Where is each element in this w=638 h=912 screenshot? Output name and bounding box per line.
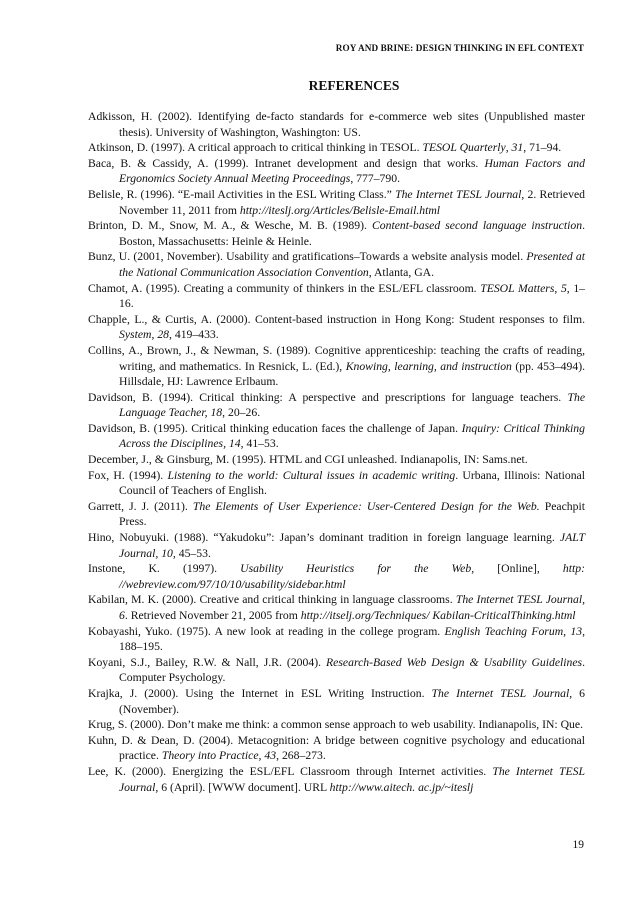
- reference-text: . Computer Psychology.: [119, 655, 586, 685]
- reference-text: ,: [151, 328, 158, 342]
- references-heading: REFERENCES: [308, 78, 400, 93]
- reference-italic-text: Inquiry: Critical Thinking Across the Disciplines, 14: [119, 421, 585, 451]
- reference-text: , 2. Retrieved November 11, 2011 from: [119, 187, 585, 217]
- reference-italic-text: The Language Teacher, 18: [119, 390, 585, 420]
- reference-italic-text: 5: [560, 281, 567, 295]
- reference-italic-text: Content-based second language instruction: [372, 219, 583, 233]
- reference-text: , 777–790.: [350, 172, 400, 186]
- reference-text: ,: [505, 141, 512, 155]
- reference-entry: [88, 530, 585, 561]
- reference-text: Garrett, J. J. (2011).: [88, 499, 193, 513]
- reference-text: , 1–16.: [119, 281, 586, 311]
- reference-entry: [88, 281, 585, 312]
- reference-entry: [88, 421, 585, 452]
- reference-entry: [88, 343, 585, 390]
- reference-entry: [88, 249, 585, 280]
- reference-text: Adkisson, H. (2002). Identifying de-facto standards for e-commerce web sites (Unpublished master thesis). University of Washington, Washington: US.: [88, 110, 585, 139]
- reference-text: December, J., & Ginsburg, M. (1995). HTML and CGI unleashed. Indianapolis, IN: Sams.net.: [88, 453, 528, 467]
- reference-list: [88, 109, 585, 795]
- reference-text: . Boston, Massachusetts: Heinle & Heinle.: [119, 219, 585, 248]
- reference-text: Peachpit Press.: [119, 499, 585, 529]
- reference-italic-text: English Teaching Forum, 13: [444, 624, 583, 638]
- reference-entry: [88, 468, 585, 499]
- reference-italic-text: http://iteslj.org/Articles/Belisle-Email.html: [239, 203, 441, 217]
- reference-text: Fox, H. (1994).: [88, 468, 168, 482]
- reference-text: Bunz, U. (2001, November). Usability and gratifications–Towards a website analysis model.: [88, 250, 527, 264]
- reference-italic-text: TESOL Matters: [480, 281, 555, 295]
- reference-text: , 188–195.: [119, 624, 585, 654]
- reference-text: , 41–53.: [240, 437, 279, 451]
- reference-italic-text: JALT Journal, 10: [119, 531, 585, 560]
- reference-entry: [88, 624, 585, 655]
- reference-text: , 6 (November).: [119, 686, 586, 716]
- reference-italic-text: 31: [511, 141, 524, 155]
- reference-entry: [88, 764, 585, 795]
- reference-text: , 268–273.: [276, 749, 326, 763]
- reference-entry: [88, 312, 585, 343]
- reference-entry: [88, 686, 585, 717]
- reference-entry: [88, 156, 585, 187]
- reference-italic-text: TESOL Quarterly: [422, 141, 506, 155]
- reference-text: Collins, A., Brown, J., & Newman, S. (1989). Cognitive apprenticeship: teaching the crafts of reading, writing, and mathematics. In Resnick, L. (Ed.),: [88, 343, 585, 373]
- reference-italic-text: 28: [157, 328, 169, 342]
- reference-text: Kabilan, M. K. (2000). Creative and critical thinking in language classrooms.: [88, 593, 456, 607]
- reference-italic-text: The Internet TESL Journal: [431, 686, 570, 700]
- reference-text: , 419–433.: [169, 328, 219, 342]
- reference-text: , Atlanta, GA.: [368, 265, 435, 279]
- reference-entry: [88, 733, 585, 764]
- reference-entry: [88, 561, 585, 592]
- reference-text: Kuhn, D. & Dean, D. (2004). Metacognition: A bridge between cognitive psychology and educational practice.: [88, 733, 585, 763]
- reference-entry: [88, 390, 585, 421]
- reference-entry: [88, 218, 585, 249]
- reference-italic-text: http://www.aitech. ac.jp/~iteslj: [329, 780, 474, 794]
- reference-italic-text: The Elements of User Experience: User-Centered Design for the Web.: [192, 499, 540, 513]
- reference-text: , 45–53.: [172, 546, 211, 560]
- reference-text: Krug, S. (2000). Don’t make me think: a common sense approach to web usability. Indianapolis, IN: Que.: [88, 718, 583, 732]
- reference-text: Belisle, R. (1996). “E-mail Activities in the ESL Writing Class.”: [88, 187, 396, 201]
- reference-text: Baca, B. & Cassidy, A. (1999). Intranet development and design that works.: [88, 156, 485, 170]
- reference-entry: [88, 717, 585, 733]
- reference-italic-text: The Internet TESL Journal, 6: [119, 593, 585, 622]
- running-header: ROY AND BRINE: DESIGN THINKING IN EFL CONTEXT: [335, 43, 584, 53]
- page-number: 19: [572, 839, 584, 851]
- reference-italic-text: The Internet TESL Journal: [395, 187, 522, 201]
- reference-italic-text: System: [119, 328, 152, 342]
- reference-entry: [88, 592, 585, 623]
- reference-text: , 71–94.: [523, 141, 562, 155]
- reference-entry: [88, 187, 585, 218]
- reference-text: Davidson, B. (1994). Critical thinking: A perspective and prescriptions for language teachers.: [88, 390, 568, 404]
- reference-text: (pp. 453–494). Hillsdale, HJ: Lawrence Erlbaum.: [119, 359, 586, 389]
- reference-text: , 6 (April). [WWW document]. URL: [155, 780, 330, 794]
- reference-text: Hino, Nobuyuki. (1988). “Yakudoku”: Japan’s dominant tradition in foreign language learning.: [88, 531, 560, 545]
- reference-italic-text: http://itselj.org/Techniques/ Kabilan-CriticalThinking.html: [300, 609, 576, 622]
- reference-text: Koyani, S.J., Bailey, R.W. & Nall, J.R. (2004).: [88, 655, 327, 669]
- reference-text: Davidson, B. (1995). Critical thinking education faces the challenge of Japan.: [88, 421, 462, 435]
- reference-entry: [88, 140, 585, 156]
- reference-text: , [Online],: [471, 562, 563, 576]
- reference-text: Chamot, A. (1995). Creating a community of thinkers in the ESL/EFL classroom.: [88, 281, 481, 295]
- reference-text: ,: [554, 281, 561, 295]
- reference-text: , 20–26.: [222, 406, 261, 420]
- reference-text: Lee, K. (2000). Energizing the ESL/EFL Classroom through Internet activities.: [88, 764, 493, 778]
- reference-entry: [88, 109, 585, 140]
- reference-text: Krajka, J. (2000). Using the Internet in ESL Writing Instruction.: [88, 686, 432, 700]
- reference-italic-text: Research-Based Web Design & Usability Guidelines: [326, 655, 583, 669]
- reference-entry: [88, 499, 585, 530]
- reference-entry: [88, 655, 585, 686]
- reference-text: Atkinson, D. (1997). A critical approach to critical thinking in TESOL.: [88, 141, 423, 155]
- reference-italic-text: Theory into Practice, 43: [161, 749, 277, 763]
- reference-text: . Urbana, Illinois: National Council of Teachers of English.: [119, 468, 585, 498]
- reference-italic-text: Presented at the National Communication Association Convention: [119, 250, 586, 279]
- reference-text: Instone, K. (1997).: [88, 562, 241, 576]
- reference-italic-text: Listening to the world: Cultural issues in academic writing: [167, 468, 456, 482]
- reference-text: . Retrieved November 21, 2005 from: [124, 609, 301, 622]
- reference-italic-text: Knowing, learning, and instruction: [345, 359, 512, 373]
- reference-italic-text: The Internet TESL Journal: [119, 764, 586, 794]
- reference-text: Chapple, L., & Curtis, A. (2000). Content-based instruction in Hong Kong: Student responses to film.: [88, 312, 585, 326]
- reference-text: Kobayashi, Yuko. (1975). A new look at reading in the college program.: [88, 624, 445, 638]
- reference-italic-text: Human Factors and Ergonomics Society Annual Meeting Proceedings: [119, 156, 585, 186]
- reference-entry: [88, 452, 585, 468]
- reference-italic-text: Usability Heuristics for the Web: [240, 562, 472, 576]
- reference-text: Brinton, D. M., Snow, M. A., & Wesche, M. B. (1989).: [88, 219, 372, 233]
- reference-italic-text: http: //webreview.com/97/10/10/usability/sidebar.html: [119, 562, 585, 591]
